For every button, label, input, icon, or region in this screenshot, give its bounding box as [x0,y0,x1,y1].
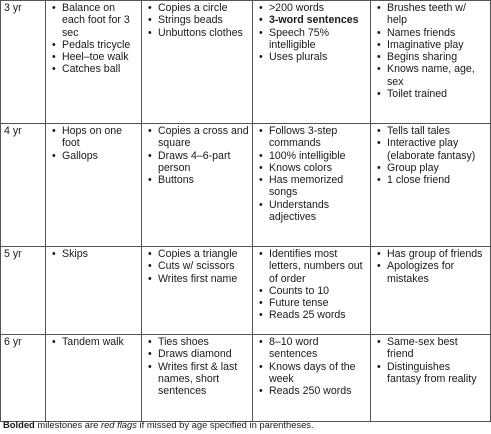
milestone-item: • Imaginative play [374,39,487,51]
milestone-list [374,248,487,285]
fine-motor-cell [142,335,253,422]
milestone-item: • Has group of friends [374,248,487,260]
milestone-list [49,2,138,76]
gross-motor-cell [46,335,142,422]
milestone-list [374,125,487,186]
fine-motor-cell [142,1,253,124]
table-row [1,1,491,124]
milestone-item: • Tells tall tales [374,125,487,137]
footnote [3,419,314,431]
milestone-item: • Counts to 10 [256,285,367,297]
milestone-item: • Names friends [374,27,487,39]
milestone-item: • Writes first & last names, short sentences [145,361,249,398]
age-cell: 5 yr [1,247,46,335]
language-cell [253,335,371,422]
milestone-item: • Distinguishes fantasy from reality [374,361,487,386]
milestone-list [256,336,367,397]
social-cell [371,247,491,335]
milestone-item: • Future tense [256,297,367,309]
milestone-item: • Heel–toe walk [49,51,138,63]
milestone-list [256,125,367,223]
milestone-list [145,125,249,186]
milestone-item: • Catches ball [49,63,138,75]
milestone-item: • Strings beads [145,14,249,26]
gross-motor-cell [46,124,142,247]
footnote-text-1: milestones are [34,419,101,430]
table-row [1,247,491,335]
milestone-item: • Hops on one foot [49,125,138,150]
fine-motor-cell [142,247,253,335]
milestone-item: • Apologizes for mistakes [374,260,487,285]
milestone-item: • Knows days of the week [256,361,367,386]
milestone-item: • Understands adjectives [256,199,367,224]
milestone-item: • Copies a triangle [145,248,249,260]
milestone-item: • Draws 4–6-part person [145,150,249,175]
milestone-item: • Balance on each foot for 3 sec [49,2,138,39]
milestone-item: • Writes first name [145,273,249,285]
table-row [1,124,491,247]
milestone-item: • 8–10 word sentences [256,336,367,361]
gross-motor-cell [46,247,142,335]
milestone-list [49,336,138,348]
red-flag-milestone: • 3-word sentences [256,14,367,26]
social-cell [371,335,491,422]
milestone-item: • Copies a cross and square [145,125,249,150]
milestone-list [374,336,487,385]
footnote-text-2: if missed by age specified in parentheses. [136,419,314,430]
fine-motor-cell [142,124,253,247]
milestone-list [256,2,367,63]
milestone-item: • Cuts w/ scissors [145,260,249,272]
milestone-item: • Reads 25 words [256,309,367,321]
milestone-item: • >200 words [256,2,367,14]
social-cell [371,124,491,247]
table-body [1,1,491,422]
milestone-list [49,248,138,260]
milestone-item: • Reads 250 words [256,385,367,397]
milestone-list [145,336,249,397]
language-cell [253,124,371,247]
milestone-item: • Tandem walk [49,336,138,348]
milestone-item: • Gallops [49,150,138,162]
milestone-item: • Toilet trained [374,88,487,100]
milestone-item: • Identifies most letters, numbers out of order [256,248,367,285]
milestone-list [256,248,367,322]
milestone-item: • Group play [374,162,487,174]
milestone-item: • 100% intelligible [256,150,367,162]
milestone-item: • Speech 75% intelligible [256,27,367,52]
milestone-item: • Begins sharing [374,51,487,63]
milestone-item: • 1 close friend [374,174,487,186]
milestone-item: • Knows colors [256,162,367,174]
milestone-item: • Pedals tricycle [49,39,138,51]
language-cell [253,247,371,335]
milestone-item: • Knows name, age, sex [374,63,487,88]
milestone-item: • Interactive play (elaborate fantasy) [374,137,487,162]
age-cell: 4 yr [1,124,46,247]
milestone-list [145,2,249,39]
footnote-italic: red flags [100,419,137,430]
milestone-item: • Same-sex best friend [374,336,487,361]
milestone-item: • Uses plurals [256,51,367,63]
milestone-item: • Skips [49,248,138,260]
milestone-item: • Buttons [145,174,249,186]
table-row [1,335,491,422]
milestone-list [49,125,138,162]
milestone-list [145,248,249,285]
age-cell: 6 yr [1,335,46,422]
milestone-item: • Has memorized songs [256,174,367,199]
milestone-item: • Draws diamond [145,348,249,360]
milestone-item: • Brushes teeth w/ help [374,2,487,27]
language-cell [253,1,371,124]
milestone-item: • Follows 3-step commands [256,125,367,150]
gross-motor-cell [46,1,142,124]
footnote-bold: Bolded [3,419,35,430]
milestone-item: • Copies a circle [145,2,249,14]
milestone-list [374,2,487,100]
age-cell: 3 yr [1,1,46,124]
social-cell [371,1,491,124]
milestone-item: • Ties shoes [145,336,249,348]
milestone-item: • Unbuttons clothes [145,27,249,39]
